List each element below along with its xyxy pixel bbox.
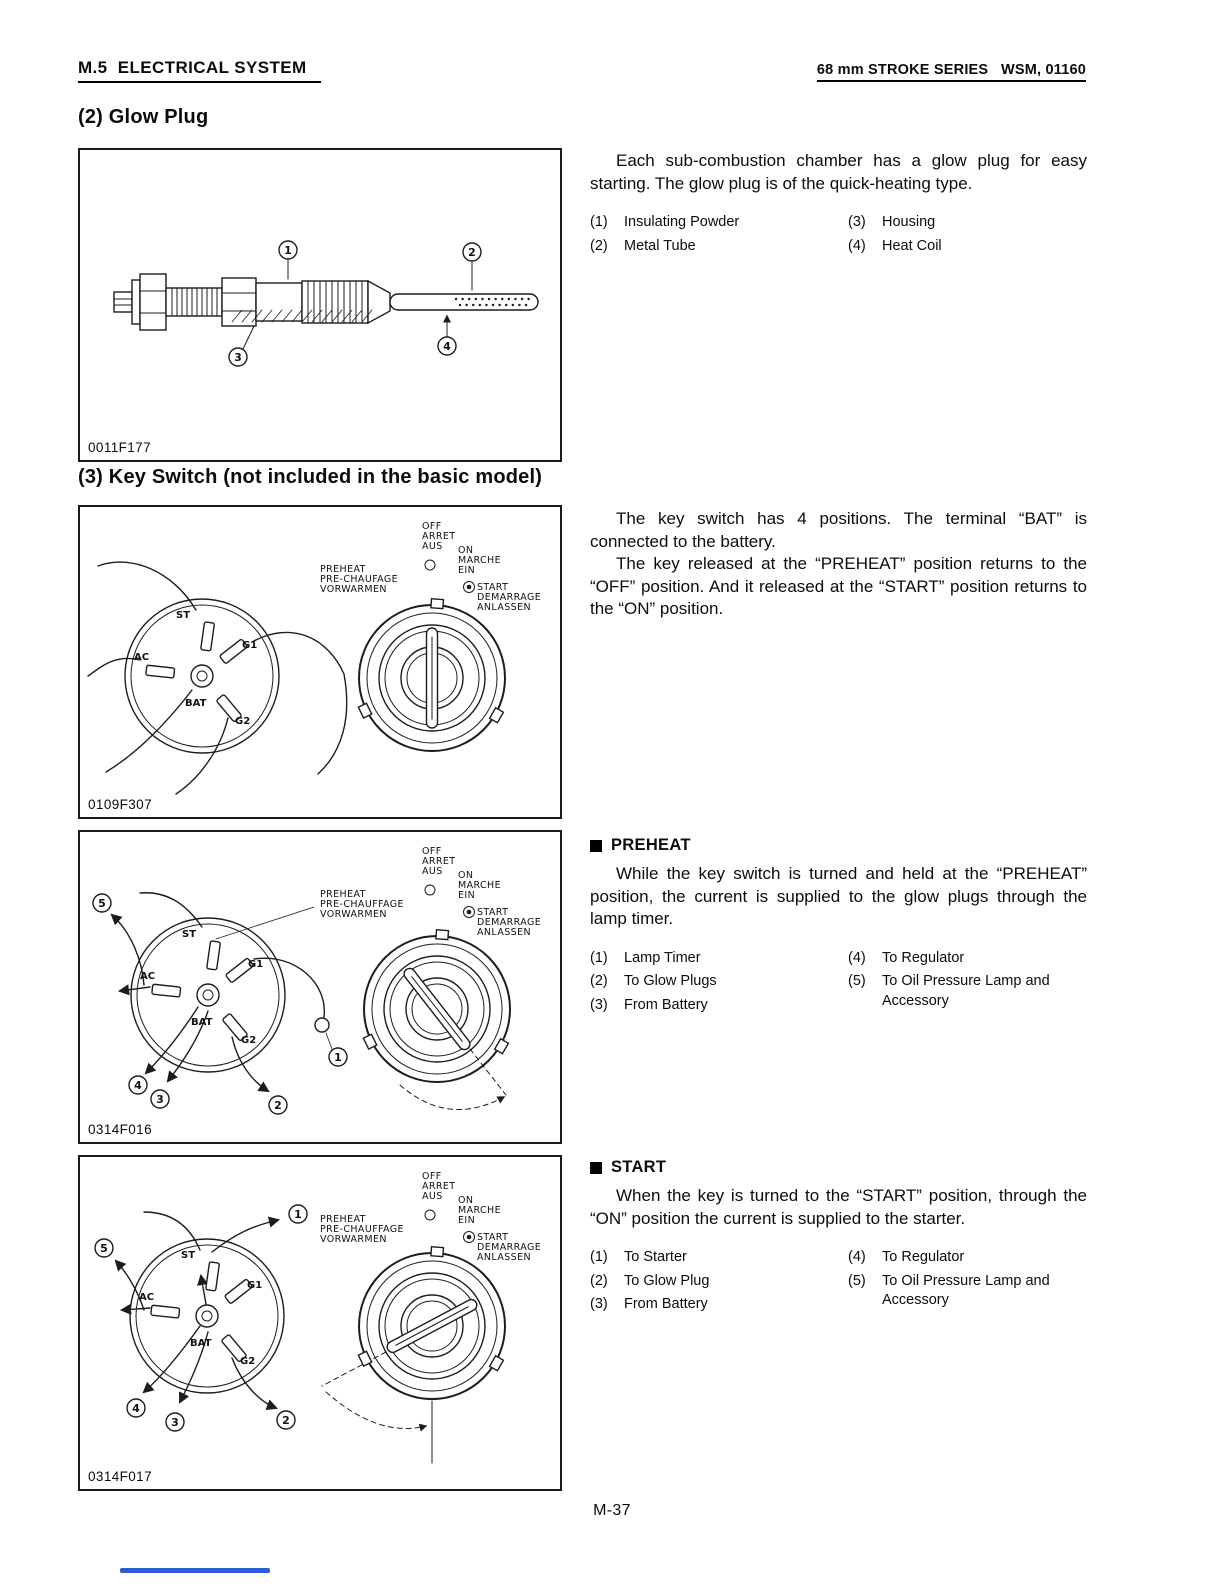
part-item xyxy=(590,949,848,969)
page-number: M-37 xyxy=(593,1502,631,1519)
key-slot xyxy=(427,628,438,728)
callout-3 xyxy=(229,348,247,366)
label-on-de: EIN xyxy=(458,565,476,576)
label-start-fr: DEMARRAGE xyxy=(477,1242,542,1253)
label-off: OFF xyxy=(422,1171,442,1182)
terminal-ac xyxy=(146,665,175,678)
label-on: ON xyxy=(458,1195,474,1206)
key-switch-front-view xyxy=(358,599,505,751)
callout-number: 4 xyxy=(443,339,451,353)
position-labels xyxy=(320,521,541,613)
part-number: (1) xyxy=(590,1249,608,1266)
start-text xyxy=(590,1158,1087,1315)
terminal-label-g2: G2 xyxy=(241,1035,257,1046)
part-item xyxy=(590,1295,848,1315)
part-label: Housing xyxy=(882,214,936,231)
callout-number: 1 xyxy=(284,243,292,257)
label-off: OFF xyxy=(422,846,442,857)
part-number: (2) xyxy=(590,1272,608,1289)
callout-number: 5 xyxy=(100,1241,108,1255)
terminal-label-g1: G1 xyxy=(242,640,258,651)
part-number: (1) xyxy=(590,214,608,231)
terminal-label-bat: BAT xyxy=(185,698,207,709)
glow-plug-drawing xyxy=(114,274,538,330)
part-number: (2) xyxy=(590,973,608,990)
terminal-label-ac: AC xyxy=(140,971,156,982)
part-item xyxy=(848,1248,1078,1268)
part-label: Heat Coil xyxy=(882,237,942,254)
part-label: To Starter xyxy=(624,1249,687,1266)
lamp-timer-symbol xyxy=(315,1018,329,1032)
position-labels xyxy=(320,1171,541,1263)
start-parts xyxy=(590,1248,1087,1315)
callout-number: 4 xyxy=(132,1401,140,1415)
part-number: (2) xyxy=(590,237,608,254)
part-number: (4) xyxy=(848,949,866,966)
part-number: (1) xyxy=(590,949,608,966)
callout-number: 2 xyxy=(468,245,476,259)
glow-plug-diagram xyxy=(80,150,560,460)
callout-2 xyxy=(277,1411,295,1429)
part-label: To Glow Plug xyxy=(624,1272,710,1289)
figure-id: 0109F307 xyxy=(88,797,153,812)
figure-id: 0011F177 xyxy=(88,440,152,455)
key-switch-front-view xyxy=(358,1247,505,1399)
off-position-indicator xyxy=(425,885,435,895)
part-label: To Oil Pressure Lamp and Accessory xyxy=(882,973,1050,1009)
label-preheat-fr: PRE-CHAUFAGE xyxy=(320,574,399,585)
header-section-title: M.5 ELECTRICAL SYSTEM xyxy=(78,58,321,83)
callout-1 xyxy=(329,1048,347,1066)
terminal-st xyxy=(206,1262,220,1291)
part-number: (4) xyxy=(848,237,866,254)
preheat-body: While the key switch is turned and held at the “PREHEAT” position, the current is supplied to the glow plugs through the lamp timer. xyxy=(590,864,1087,929)
terminal-ac xyxy=(151,1305,180,1318)
terminal-st xyxy=(201,622,215,651)
start-figure xyxy=(78,1155,562,1491)
part-label: To Oil Pressure Lamp and Accessory xyxy=(882,1272,1050,1309)
label-on: ON xyxy=(458,545,474,556)
part-number: (3) xyxy=(590,1296,608,1313)
figure-id: 0314F016 xyxy=(88,1122,153,1137)
label-preheat: PREHEAT xyxy=(320,564,366,575)
terminal-label-st: ST xyxy=(182,929,197,940)
start-body: When the key is turned to the “START” position, through the “ON” position the current is supplied to the starter. xyxy=(590,1186,1087,1228)
label-off-de: AUS xyxy=(422,866,443,877)
label-on-de: EIN xyxy=(458,890,476,901)
label-off-fr: ARRET xyxy=(422,856,456,867)
callout-5 xyxy=(93,894,111,912)
part-number: (4) xyxy=(848,1249,866,1266)
callout-number: 3 xyxy=(171,1415,179,1429)
preheat-figure xyxy=(78,830,562,1144)
part-label: Metal Tube xyxy=(624,237,696,254)
wires xyxy=(88,562,347,794)
callout-4 xyxy=(127,1399,145,1417)
label-start-fr: DEMARRAGE xyxy=(477,917,542,928)
label-on-de: EIN xyxy=(458,1215,476,1226)
callout-3 xyxy=(151,1090,169,1108)
callout-number: 1 xyxy=(294,1207,302,1221)
key-switch-text xyxy=(590,508,1087,621)
callout-number: 3 xyxy=(156,1092,164,1106)
start-section-heading xyxy=(590,1158,1087,1177)
key-switch-para2: The key released at the “PREHEAT” position returns to the “OFF” position. And it released at the “START” position returns to the “ON” position. xyxy=(590,554,1087,619)
label-off-de: AUS xyxy=(422,541,443,552)
callout-3 xyxy=(166,1413,184,1431)
key-switch-figure xyxy=(78,505,562,819)
label-start-de: ANLASSEN xyxy=(477,602,531,613)
part-item xyxy=(848,949,1078,969)
label-off-fr: ARRET xyxy=(422,531,456,542)
preheat-diagram xyxy=(80,832,560,1142)
terminal-label-g1: G1 xyxy=(247,1280,263,1291)
footer-link-bar xyxy=(120,1568,270,1573)
part-item xyxy=(848,213,1078,233)
label-start-de: ANLASSEN xyxy=(477,1252,531,1263)
callout-number: 2 xyxy=(274,1098,282,1112)
preheat-parts xyxy=(590,949,1087,1016)
part-item xyxy=(590,237,848,257)
terminal-label-bat: BAT xyxy=(190,1338,212,1349)
wires xyxy=(116,1212,432,1463)
terminal-bat xyxy=(196,1305,218,1327)
label-preheat: PREHEAT xyxy=(320,1214,366,1225)
label-start-de: ANLASSEN xyxy=(477,927,531,938)
callout-2 xyxy=(269,1096,287,1114)
label-preheat: PREHEAT xyxy=(320,889,366,900)
label-start: START xyxy=(477,582,509,593)
terminal-label-g1: G1 xyxy=(248,959,264,970)
section-marker-icon xyxy=(590,1162,602,1174)
callout-number: 4 xyxy=(134,1078,142,1092)
terminal-label-ac: AC xyxy=(139,1292,155,1303)
preheat-title: PREHEAT xyxy=(611,836,691,854)
part-label: From Battery xyxy=(624,996,708,1013)
label-start: START xyxy=(477,907,509,918)
part-label: Lamp Timer xyxy=(624,949,701,966)
glow-plug-figure xyxy=(78,148,562,462)
key-switch-para1: The key switch has 4 positions. The terminal “BAT” is connected to the battery. xyxy=(590,509,1087,551)
label-start: START xyxy=(477,1232,509,1243)
terminal-ac xyxy=(152,984,181,997)
figure-id: 0314F017 xyxy=(88,1469,153,1484)
part-item xyxy=(590,1272,848,1292)
callout-number: 1 xyxy=(334,1050,342,1064)
section-marker-icon xyxy=(590,840,602,852)
label-off-fr: ARRET xyxy=(422,1181,456,1192)
terminal-label-g2: G2 xyxy=(235,716,251,727)
part-label: From Battery xyxy=(624,1296,708,1313)
header-series-title: 68 mm STROKE SERIES WSM, 01160 xyxy=(817,62,1086,82)
part-item xyxy=(590,213,848,233)
label-on-fr: MARCHE xyxy=(458,880,502,891)
callout-1 xyxy=(289,1205,307,1223)
terminal-label-ac: AC xyxy=(134,652,150,663)
terminal-label-g2: G2 xyxy=(240,1356,256,1367)
label-preheat-de: VORWARMEN xyxy=(320,909,387,920)
part-item xyxy=(590,1248,848,1268)
part-number: (5) xyxy=(848,973,866,990)
off-position-indicator xyxy=(425,560,435,570)
key-switch-rear-view xyxy=(131,918,285,1072)
part-item xyxy=(848,237,1078,257)
terminal-bat xyxy=(197,984,219,1006)
label-on-fr: MARCHE xyxy=(458,555,502,566)
part-item xyxy=(848,1272,1078,1311)
part-label: To Glow Plugs xyxy=(624,973,717,990)
part-item xyxy=(590,972,848,992)
key-switch-rear-view xyxy=(125,599,279,753)
label-preheat-fr: PRE-CHAUFFAGE xyxy=(320,1224,404,1235)
label-on-fr: MARCHE xyxy=(458,1205,502,1216)
key-switch-heading: (3) Key Switch (not included in the basic model) xyxy=(78,466,543,488)
glow-plug-body: Each sub-combustion chamber has a glow plug for easy starting. The glow plug is of the quick-heating type. xyxy=(590,151,1087,193)
key-slot xyxy=(385,1298,478,1355)
label-start-fr: DEMARRAGE xyxy=(477,592,542,603)
part-item xyxy=(848,972,1078,1011)
terminal-st xyxy=(207,941,221,970)
off-position-indicator xyxy=(425,1210,435,1220)
part-number: (5) xyxy=(848,1272,866,1289)
label-off-de: AUS xyxy=(422,1191,443,1202)
label-off: OFF xyxy=(422,521,442,532)
callout-5 xyxy=(95,1239,113,1257)
callout-number: 5 xyxy=(98,896,106,910)
terminal-label-st: ST xyxy=(181,1250,196,1261)
callout-4 xyxy=(129,1076,147,1094)
position-labels xyxy=(320,846,541,938)
terminal-label-bat: BAT xyxy=(191,1017,213,1028)
glow-plug-heading: (2) Glow Plug xyxy=(78,106,209,128)
part-number: (3) xyxy=(848,214,866,231)
label-preheat-fr: PRE-CHAUFFAGE xyxy=(320,899,404,910)
key-switch-rear-view xyxy=(130,1239,284,1393)
part-label: To Regulator xyxy=(882,1249,965,1266)
part-item xyxy=(590,996,848,1016)
callout-1 xyxy=(279,241,297,259)
label-preheat-de: VORWARMEN xyxy=(320,584,387,595)
key-switch-diagram xyxy=(80,507,560,817)
key-switch-front-view xyxy=(363,930,510,1082)
start-diagram xyxy=(80,1157,560,1489)
start-title: START xyxy=(611,1158,667,1176)
part-label: Insulating Powder xyxy=(624,214,740,231)
wires xyxy=(112,893,509,1110)
part-label: To Regulator xyxy=(882,949,965,966)
preheat-text xyxy=(590,836,1087,1016)
glow-plug-text xyxy=(590,150,1087,256)
callout-number: 2 xyxy=(282,1413,290,1427)
callout-2 xyxy=(463,243,481,261)
glow-plug-parts xyxy=(590,213,1087,256)
part-number: (3) xyxy=(590,996,608,1013)
callout-number: 3 xyxy=(234,350,242,364)
terminal-label-st: ST xyxy=(176,610,191,621)
preheat-section-heading xyxy=(590,836,1087,855)
terminal-bat xyxy=(191,665,213,687)
callout-4 xyxy=(438,337,456,355)
label-preheat-de: VORWARMEN xyxy=(320,1234,387,1245)
label-on: ON xyxy=(458,870,474,881)
